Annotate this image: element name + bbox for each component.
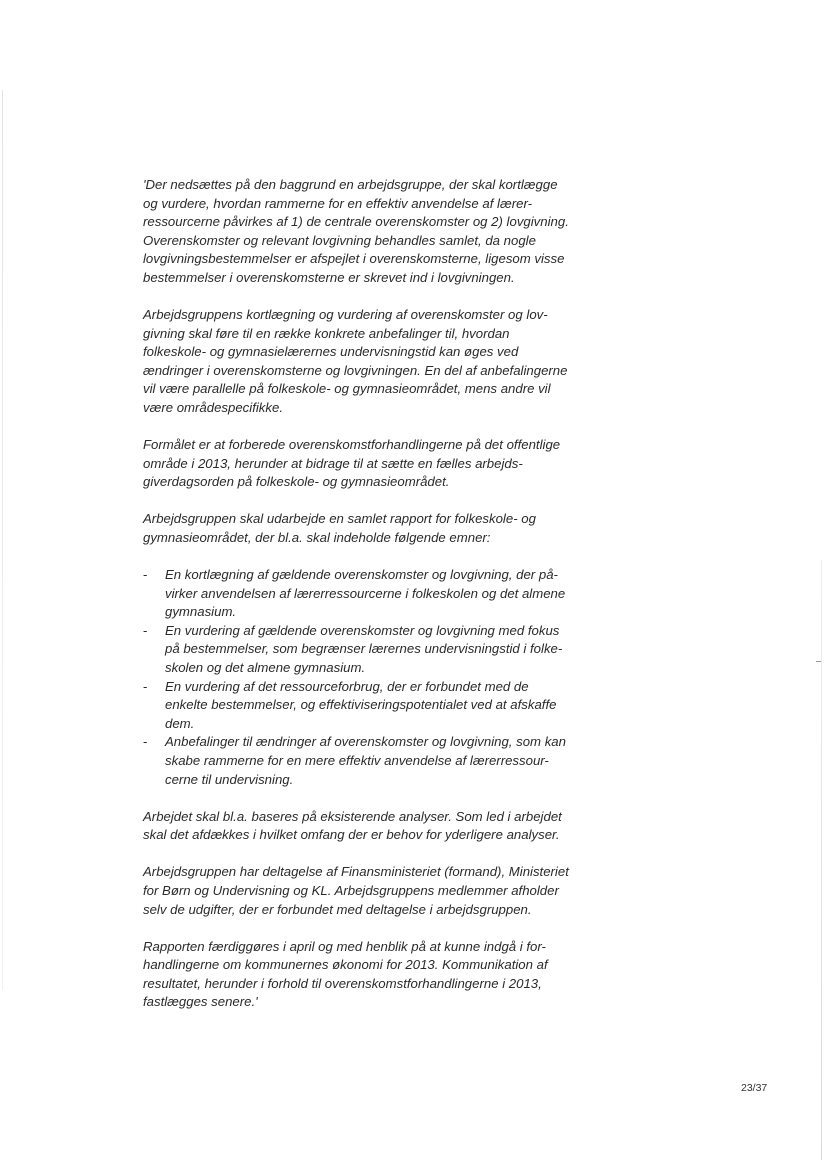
text-line: på bestemmelser, som begrænser lærernes undervisningstid i folke- — [165, 641, 563, 657]
bullet-dash: - — [143, 734, 148, 750]
text-line: skal det afdækkes i hvilket omfang der er behov for yderligere analyser. — [143, 827, 560, 843]
text-line: og vurdere, hvordan rammerne for en effektiv anvendelse af lærer- — [143, 195, 532, 211]
page-number: 23/37 — [741, 1082, 768, 1094]
list-item — [143, 566, 583, 622]
bullet-dash: - — [143, 567, 148, 583]
text-line: En kortlægning af gældende overenskomster og lovgivning, der på- — [165, 567, 558, 583]
text-line: cerne til undervisning. — [165, 771, 294, 787]
text-line: Arbejdsgruppens kortlægning og vurdering af overenskomster og lov- — [143, 307, 548, 323]
text-line: skabe rammerne for en mere effektiv anvendelse af lærerressour- — [165, 753, 549, 769]
text-line: 'Der nedsættes på den baggrund en arbejdsgruppe, der skal kortlægge — [143, 177, 558, 192]
list-item — [143, 678, 583, 734]
text-line: resultatet, herunder i forhold til overenskomstforhandlingerne i 2013, — [143, 975, 542, 991]
text-line: Rapporten færdiggøres i april og med henblik på at kunne indgå i for- — [143, 938, 546, 954]
paragraph — [143, 436, 583, 492]
text-line: dem. — [165, 715, 195, 731]
text-line: bestemmelser i overenskomsterne er skrevet ind i lovgivningen. — [143, 269, 515, 285]
text-line: gymnasieområdet, der bl.a. skal indeholde følgende emner: — [143, 530, 491, 545]
text-line: handlingerne om kommunernes økonomi for 2013. Kommunikation af — [143, 957, 548, 973]
text-line: lovgivningsbestemmelser er afspejlet i overenskomsterne, ligesom visse — [143, 251, 565, 267]
text-line: ændringer i overenskomsterne og lovgivningen. En del af anbefalingerne — [143, 362, 568, 378]
paragraph — [143, 938, 583, 1012]
scan-mark — [816, 661, 821, 662]
text-line: Arbejdsgruppen skal udarbejde en samlet rapport for folkeskole- og — [143, 511, 536, 527]
text-line: for Børn og Undervisning og KL. Arbejdsgruppens medlemmer afholder — [143, 883, 559, 898]
text-line: Arbejdsgruppen har deltagelse af Finansministeriet (formand), Ministeriet — [143, 864, 569, 880]
scan-edge-left — [2, 90, 3, 990]
text-line: område i 2013, herunder at bidrage til at sætte en fælles arbejds- — [143, 455, 523, 471]
text-line: Formålet er at forberede overenskomstforhandlingerne på det offentlige — [143, 437, 561, 453]
topics-list — [143, 566, 583, 789]
text-line: givning skal føre til en række konkrete anbefalinger til, hvordan — [143, 325, 510, 341]
scan-edge-right — [821, 560, 822, 1160]
bullet-dash: - — [143, 622, 148, 638]
text-line: folkeskole- og gymnasielærernes undervisningstid kan øges ved — [143, 344, 519, 360]
paragraph — [143, 510, 583, 547]
text-line: En vurdering af gældende overenskomster og lovgivning med fokus — [165, 622, 560, 638]
text-line: enkelte bestemmelser, og effektiviseringspotentialet ved at afskaffe — [165, 697, 557, 713]
text-line: gymnasium. — [165, 604, 237, 620]
list-item — [143, 733, 583, 789]
bullet-dash: - — [143, 678, 148, 694]
text-line: skolen og det almene gymnasium. — [165, 660, 366, 676]
text-line: ressourcerne påvirkes af 1) de centrale overenskomster og 2) lovgivning. — [143, 214, 569, 230]
list-item — [143, 622, 583, 678]
text-line: giverdagsorden på folkeskole- og gymnasieområdet. — [143, 474, 450, 490]
paragraph — [143, 863, 583, 919]
paragraph — [143, 306, 583, 418]
text-line: fastlægges senere.' — [143, 994, 258, 1010]
text-line: være områdespecifikke. — [143, 400, 283, 416]
text-line: En vurdering af det ressourceforbrug, der er forbundet med de — [165, 678, 529, 694]
text-line: virker anvendelsen af lærerressourcerne i folkeskolen og det almene — [165, 585, 566, 601]
text-line: vil være parallelle på folkeskole- og gymnasieområdet, mens andre vil — [143, 381, 551, 397]
document-body — [143, 176, 583, 1031]
paragraph — [143, 176, 583, 288]
text-line: selv de udgifter, der er forbundet med deltagelse i arbejdsgruppen. — [143, 901, 532, 917]
text-line: Anbefalinger til ændringer af overenskomster og lovgivning, som kan — [165, 734, 566, 750]
text-line: Arbejdet skal bl.a. baseres på eksisterende analyser. Som led i arbejdet — [143, 808, 562, 824]
paragraph — [143, 808, 583, 845]
text-line: Overenskomster og relevant lovgivning behandles samlet, da nogle — [143, 232, 536, 248]
